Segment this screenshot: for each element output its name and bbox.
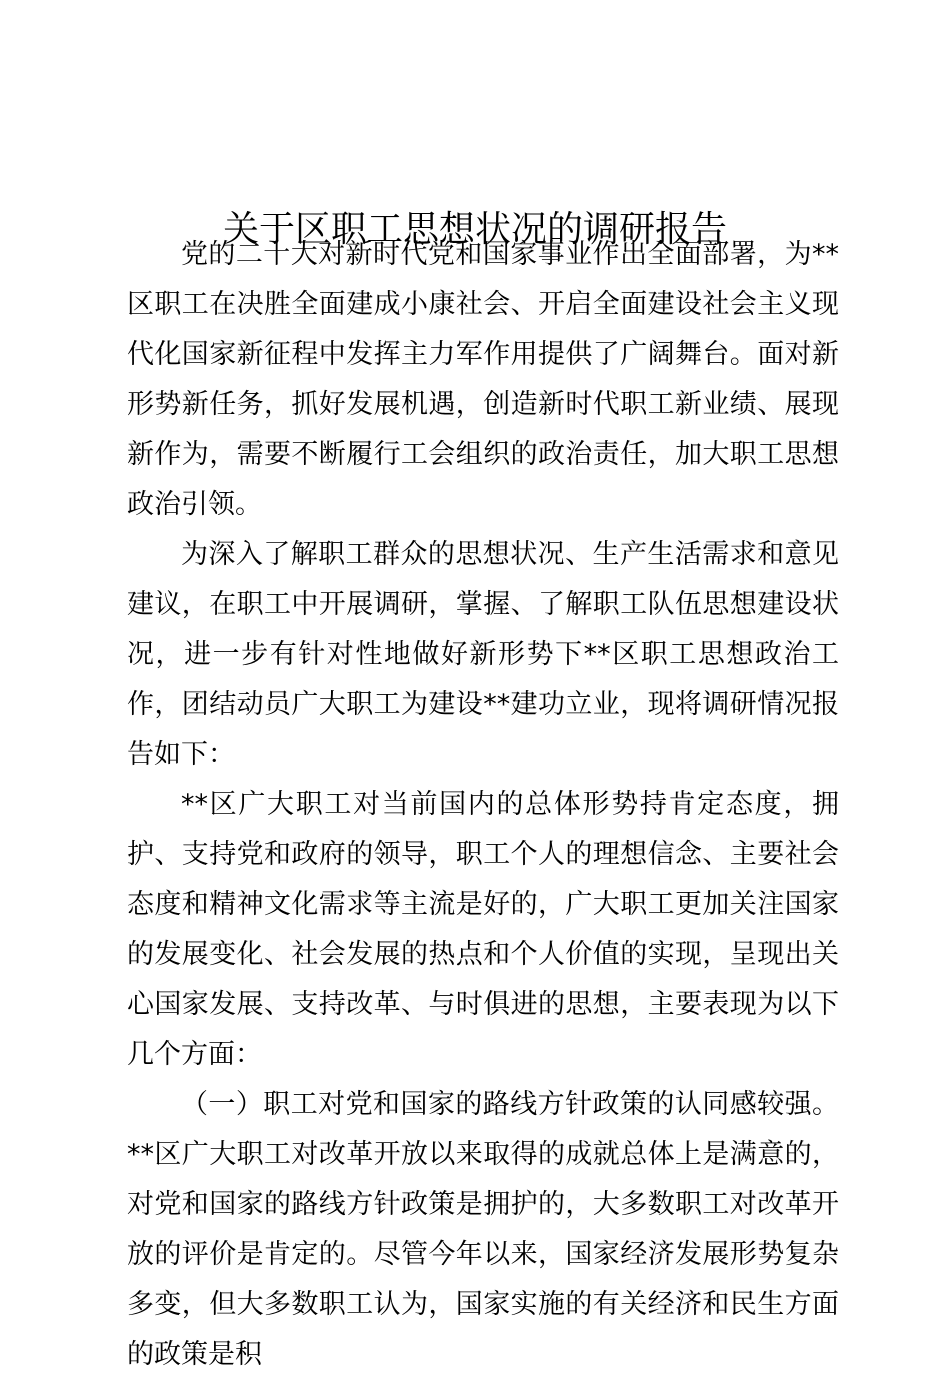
paragraph-section-1: （一）职工对党和国家的路线方针政策的认同感较强。**区广大职工对改革开放以来取得的成就总体上是满意的，对党和国家的路线方针政策是拥护的，大多数职工对改革开放的评价是肯定的。尽管今年以来，国家经济发展形势复杂多变，但大多数职工认为，国家实施的有关经济和民生方面的政策是积 [127,1089,839,1370]
paragraph-overview: **区广大职工对当前国内的总体形势持肯定态度，拥护、支持党和政府的领导，职工个人的理想信念、主要社会态度和精神文化需求等主流是好的，广大职工更加关注国家的发展变化、社会发展的热点和个人价值的实现，呈现出关心国家发展、支持改革、与时俱进的思想，主要表现为以下几个方面： [127,789,839,1070]
document-body [127,230,839,1380]
paragraph-intro: 党的二十大对新时代党和国家事业作出全面部署，为**区职工在决胜全面建成小康社会、开启全面建设社会主义现代化国家新征程中发挥主力军作用提供了广阔舞台。面对新形势新任务，抓好发展机遇，创造新时代职工新业绩、展现新作为，需要不断履行工会组织的政治责任，加大职工思想政治引领。 [127,239,839,520]
document-title: 关于区职工思想状况的调研报告 [222,209,727,251]
paragraph-purpose: 为深入了解职工群众的思想状况、生产生活需求和意见建议，在职工中开展调研，掌握、了解职工队伍思想建设状况，进一步有针对性地做好新形势下**区职工思想政治工作，团结动员广大职工为建设**建功立业，现将调研情况报告如下： [127,539,839,770]
